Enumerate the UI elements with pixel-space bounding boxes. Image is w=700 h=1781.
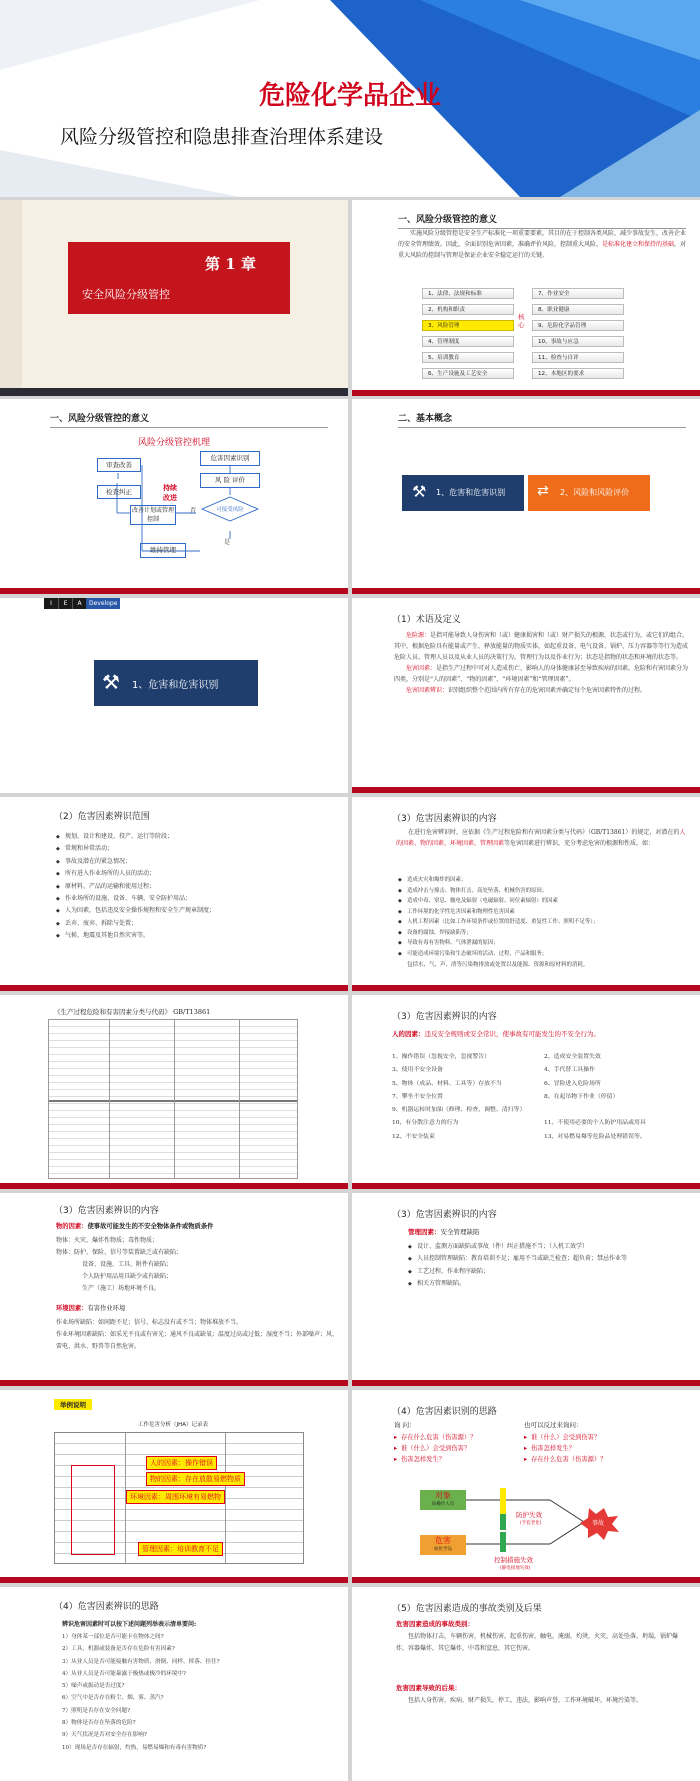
hazard-sub: 如化学品 [434,1547,452,1552]
slide-heading: 一、风险分级管控的意义 [398,212,686,229]
consequence-text: 包括人身伤害，疾病，财产损失，停工，违法，影响声誉，工作环境破坏，环境污染等。 [408,1697,643,1704]
management-lead [408,1227,480,1236]
definitions-body [394,630,690,696]
human-factor-item: 13、对易燃易爆等危险品处理错误等。 [544,1133,646,1140]
term-hazard-source: 危险源： [406,632,431,639]
core-label: 核心 [518,313,525,329]
env-line: 作业场所缺陷：如间距不足；信号、标志没有或不当；物体堆放不当。 [56,1319,243,1326]
standard-table-slide [0,995,348,1189]
content-item: ◆ 工作环境的化学性危害因素和物理性危害因素 [398,907,690,918]
question-checklist [62,1631,334,1754]
human-factor-right [544,1051,694,1144]
term-hazard-id: 危害因素辨识： [406,687,449,694]
standard-title: 《生产过程危险和有害因素分类与代码》 GB/T13861 [54,1008,211,1016]
scope-item: ◆ 人为因素，包括违反安全操作规程和安全生产规章制度； [56,905,336,917]
question-item: 7）照明是否存在安全问题? [62,1707,131,1714]
scope-item: ◆ 作业场所的设施、设备、车辆、安全防护用品； [56,893,336,905]
human-factor-item: 2、造成安全装置失效 [544,1054,601,1060]
meaning-paragraph [398,228,688,261]
arrow-icon: ▸ [394,1434,398,1441]
hazard-box [420,1535,466,1555]
slide-heading: （5）危害因素造成的事故类别及后果 [392,1604,542,1614]
scope-item: ◆ 所有进入作业场所的人员的活动； [56,868,336,880]
question-item: 3）从业人员是否可能接触有害物质、滑倒、同样、摔落、挂住? [62,1658,220,1665]
management-factor-slide [352,1193,700,1386]
table-column [239,1020,240,1178]
table-column [109,1020,110,1178]
tab-i[interactable]: I [44,598,58,609]
footer-bar [352,1577,700,1583]
arrow-icon: ▸ [394,1456,398,1463]
human-factor-lead [392,1029,600,1038]
question-item: 10）现场是否存在辐射，灼热，易燃易爆和有毒有害物质? [62,1744,207,1751]
barrier-label: 防护失效 [516,1511,542,1519]
chapter-banner [68,242,290,314]
intro-text: 在进行危害辨识时，应依据《生产过程危险和有害因素分类与代码》（GB/T13861）的规定，对潜在的 [408,829,680,836]
human-factor-item: 3、使用不安全设备 [392,1067,443,1074]
node-check: 检查纠正 [97,485,141,499]
footer-bar [0,985,348,991]
scope-item: ◆ 规划、设计和建设、投产、运行等阶段； [56,831,336,843]
element-item: 10、事故与应急 [532,336,624,347]
scope-item: ◆ 原材料、产品的运输和使用过程； [56,881,336,893]
object-lead [56,1221,213,1230]
chapter-footer [0,388,348,396]
arrow-icon: ▸ [524,1445,528,1452]
arrow-icon: ▸ [524,1434,528,1441]
question-item: 4）从业人员是否可能暴露于极热或极冷的环境中? [62,1670,187,1677]
definition: 是指生产过程中可对人造成伤亡、影响人的身体健康甚至导致疾病的因素。危险和有害因素分为四类，分别是“人的因素”、“物的因素”、“环境因素”和“管理因素”。 [394,665,689,683]
question-intro: 辨识危害因素时可以按下述问题列举表示清单要问: [62,1621,197,1628]
lead-text: 违反安全规则或安全常识，使事故有可能发生的不安全行为。 [424,1030,600,1038]
consequences-slide [352,1587,700,1781]
object-line: 物体：火灾、爆炸性物质；毒性物质； [56,1237,159,1244]
concept-button-risk[interactable] [528,475,650,511]
chapter-name: 安全风险分级管控 [82,288,170,301]
table-column [174,1020,175,1178]
standard-table-image [48,1019,298,1179]
scope-item: ◆ 事故及潜在的紧急情况； [56,856,336,868]
env-line: 作业环境因素缺陷：如采光不良或有害光；通风不良或缺氧；温度过高或过低；湿度不当；外部噪声；风、雷电、洪水、野兽等自然危害。 [56,1331,339,1350]
para-text-end: ，对重大风险的控制与管理是保证企业安全稳定运行的关键。 [398,241,687,259]
element-item: 3、风险管理 [422,320,514,331]
concept-button-hazard[interactable] [402,475,524,511]
content-item: ◆ 造成火灾和爆炸的因素； [398,875,690,886]
node-audit: 审查改善 [97,458,141,472]
definition: 是指可能导致人身伤害和（或）健康损害和（或）财产损失的根源，状态或行为，或它们的组合。其中，根据危险具有能量或产生、释放能量的物质实体，如起重设备、电气设备、锅炉、压力容器等等行为造成危险人员、管理人员以及从业人员的决策行为，管理行为以及作业行为；状态是指物的状态和环境的状态等。 [394,632,689,661]
tab-e[interactable]: E [58,598,72,609]
question-item: 8）物体是否存在坠落的危险? [62,1720,136,1727]
question: ▸ 存在什么危害（伤害源）？ [524,1456,607,1463]
env-text: 有害作业环境 [87,1305,126,1312]
object-line: 设备、设施、工具、附件有缺陷； [82,1261,173,1268]
hazard-title: 危害 [435,1536,451,1545]
content-item: ◆ 设备的腐蚀、焊接缺陷等； [398,928,690,939]
lead-text: 安全管理缺陷 [440,1228,480,1236]
element-item: 4、管理制度 [422,336,514,347]
cover-slide [0,0,700,197]
mechanism-slide [0,399,348,594]
label-yes: 是 [224,539,231,546]
scope-item: ◆ 气候、地震及其他自然灾害等。 [56,930,336,942]
human-factor-item: 6、冒险进入危险场所 [544,1080,601,1087]
object-box [420,1490,466,1510]
meaning-slide [352,200,700,396]
concept-label: 2、风险和风险评价 [560,488,630,497]
content-tail: 包括水、气、声、渣等污染物排放或处置以及能源、资源和原材料的消耗。 [407,962,589,968]
footer-bar [0,588,348,594]
management-item: ◆ 人员控制管理缺陷：教育培训不足；雇用不当或缺乏检查；超负荷；禁忌作业等 [408,1253,686,1265]
node-continuous: 持续改进 [163,484,177,502]
question: ▸ 伤害怎样发生？ [524,1445,576,1452]
element-item: 7、作业安全 [532,288,624,299]
human-factor-item: 10、有分散注意力的行为 [392,1120,459,1127]
footer-bar [352,787,700,793]
callout-env: 环境因素：周围环境有易燃物 [126,1490,225,1504]
element-item: 5、培训教育 [422,352,514,363]
barrier-sub: (手套老化) [520,1521,542,1526]
lead-text: 使事故可能发生的不安全物体条件或物质条件 [87,1223,214,1230]
node-maintain: 维持管理 [140,543,186,558]
node-acceptable: 可接受风险 [216,507,244,513]
content-list [398,875,690,959]
slide-heading: （3）危害因素辨识的内容 [392,1210,497,1220]
question: ▸ 谁（什么）会受到伤害？ [524,1434,601,1441]
chapter-slide [0,200,348,396]
element-item: 11、检查与自评 [532,352,624,363]
swap-icon: ⇄ [537,483,549,499]
human-factor-item: 9、机器运转时加油（修理、检查、调整、清扫等） [392,1107,526,1114]
object-line: 个人防护用品用具缺少或有缺陷； [82,1273,173,1280]
object-sub: 如操作人员 [431,1502,455,1507]
definition: 识别组织整个范围内所有存在的危害因素并确定每个危害因素特性的过程。 [448,687,647,694]
slide-heading: （3）危害因素辨识的内容 [54,1206,159,1216]
slide-heading: （3）危害因素辨识的内容 [392,814,497,824]
scope-item: ◆ 常规和异常活动； [56,843,336,855]
management-item: ◆ 相关方管理缺陷。 [408,1278,686,1290]
human-factor-item: 5、物体（成品、材料、工具等）存放不当 [392,1080,502,1087]
footer-bar [352,588,700,594]
slide-heading: （4）危害因素辨识的思路 [54,1602,159,1612]
callout-mgmt: 管理因素：培训教育不足 [138,1542,223,1556]
concept-label: 1、危害和危害识别 [436,488,506,497]
footer-bar [352,1380,700,1386]
example-tag: 举例说明 [54,1399,92,1410]
scope-list [56,831,336,943]
node-risk-eval: 风 险 评价 [200,473,260,488]
category-text: 包括物体打击，车辆伤害，机械伤害，起重伤害，触电，淹溺，灼烫，火灾，高处坠落，坍塌，锅炉爆炸，容器爆炸，其它爆炸，中毒和窒息，其它伤害。 [396,1633,679,1652]
tool-icon: ⚒ [102,670,120,694]
object-lines [56,1235,338,1295]
object-factor-slide [0,1193,348,1386]
thinking-slide-1 [352,1390,700,1583]
accident-label: 事故 [592,1520,605,1527]
section-banner [94,660,258,706]
question-item: 9）天气状况是否对安全存在影响? [62,1732,147,1739]
arrow-icon: ▸ [394,1445,398,1452]
management-item: ◆ 设计、监测方面缺陷或事故（件）纠正措施不当；（人机工效学） [408,1241,686,1253]
content-item: ◆ 造成中毒、窒息、触电及辐射（电磁辐射、同位素辐射）的因素 [398,896,690,907]
object-title: 对象 [435,1491,451,1500]
human-factor-item [544,1104,694,1117]
mechanism-title: 风险分级管控机理 [138,438,211,448]
slide-heading: （2）危害因素辨识范围 [54,812,150,822]
question-item: 5）噪声或振动是否过度? [62,1683,125,1690]
hazard-section-slide [0,598,348,793]
ask-label: 询 问： [394,1421,416,1429]
object-line: 生产（施工）场地环境不良。 [82,1285,161,1292]
question-item: 2）工具、机器或装备是否存在危险有害因素? [62,1646,175,1653]
lead-label: 物的因素： [56,1223,88,1230]
slide-heading: （4）危害因素识别的思路 [392,1407,497,1417]
chapter-number: 第 1 章 [205,255,256,273]
cover-subtitle: 风险分级管控和隐患排查治理体系建设 [60,126,384,148]
element-list-right [532,288,624,384]
tab-develope[interactable]: Develope [86,598,120,609]
tab-a[interactable]: A [72,598,86,609]
footer-bar [352,390,700,396]
node-hazard-id: 危害因素识别 [200,451,260,466]
question: ▸ 存在什么危害（伤害源）？ [394,1434,477,1441]
footer-bar [0,1380,348,1386]
element-item: 1、法律、法规和标准 [422,288,514,299]
jha-title: 工作危害分析（JHA）记录表 [138,1422,209,1428]
content-intro [396,827,688,849]
consequence-heading: 危害因素导致的后果： [396,1684,461,1692]
footer-bar [0,1183,348,1189]
human-factor-item: 8、在起吊物下作业（停留） [544,1093,619,1100]
category-heading: 危害因素造成的事故类别： [396,1620,474,1628]
element-item: 12、本地区的要求 [532,368,624,379]
table-divider [49,1100,297,1102]
intro-text-end: 等危害因素进行辨识，充分考虑危害的根源和性质。如： [504,840,655,847]
human-factor-item: 12、不安全装束 [392,1133,435,1140]
footer-bar [352,985,700,991]
intro-highlight: 人的因素、物的因素、环境因素、管理因素 [396,829,686,847]
tool-icon: ⚒ [412,482,427,501]
para-text: 实施风险分级管控是安全生产标准化一项重要要素，其目的在于控制各类风险，减少事故发生，改善企业的安全管理绩效。因此，全面识别危害因素，准确评价风险，控制重大风险， [398,230,687,248]
term-hazard-factor: 危害因素： [406,665,437,672]
human-factor-item: 4、手代替工具操作 [544,1067,595,1074]
tab-strip [44,598,120,609]
question-item: 1）身体某一部位是否可能卡在物体之间? [62,1634,164,1640]
element-item: 8、职业健康 [532,304,624,315]
highlight-box [71,1465,115,1555]
content-slide-1 [352,797,700,991]
thinking-slide-2 [0,1587,348,1781]
slide-heading: 二、基本概念 [398,411,686,428]
content-item: ◆ 导致有毒有害物料、气体泄漏的原因； [398,938,690,949]
label-no: 否 [190,507,197,514]
cover-title: 危险化学品企业 [258,81,441,111]
footer-bar [0,1577,348,1583]
management-list [408,1241,686,1291]
concepts-slide [352,399,700,594]
env-label: 环境因素： [56,1305,88,1312]
scope-item: ◆ 丢弃、废弃、拆除与处置； [56,918,336,930]
element-item: 9、危险化学品管理 [532,320,624,331]
arrow-icon: ▸ [524,1456,528,1463]
human-factor-item: 1、操作错误（忽视安全，忽视警告） [392,1054,490,1060]
callout-object: 物的因素：存在放散易燃物质 [146,1472,245,1486]
element-item: 6、生产设施及工艺安全 [422,368,514,379]
table-column [225,1433,226,1563]
node-plan: 改善计划或管理控制 [131,507,174,523]
chapter-gray-strip [0,200,22,396]
lead-label: 人的因素： [392,1030,425,1038]
ask-label-reverse: 也可以反过来询问： [524,1421,583,1429]
fail-sub: (静电接地失效) [500,1566,531,1571]
human-factor-item: 11、不使用必要的个人防护用品或用具 [544,1120,646,1127]
banner-label: 1、危害和危害识别 [132,680,219,691]
fail-label: 控制措施失效 [494,1556,533,1564]
definitions-slide [352,598,700,793]
human-factor-item: 7、攀坐不安全位置 [392,1093,443,1100]
content-item: ◆ 人机工程因素（比如工作环境条件或位置的舒适度、重复性工作、照明不足等）； [398,917,690,928]
management-item: ◆ 工艺过程、作业程序缺陷； [408,1266,686,1278]
content-item: ◆ 造成冲击与撞击、物体打击、高处坠落、机械伤害的原因； [398,886,690,897]
scope-slide [0,797,348,991]
env-lines [56,1317,338,1353]
slide-heading: 一、风险分级管控的意义 [50,411,328,428]
para-highlight: 是标准化建立和保持的基础 [602,241,675,248]
object-line: 物体：防护、保险、信号等装置缺乏或有缺陷； [56,1249,183,1256]
human-factor-slide [352,995,700,1189]
element-list-left [422,288,514,384]
question: ▸ 谁（什么）会受到伤害？ [394,1445,471,1452]
content-item: ◆ 可能造成环境污染和生态破坏的活动、过程、产品和服务； [398,949,690,960]
lead-label: 管理因素： [408,1228,441,1236]
human-factor-left [392,1051,537,1144]
footer-bar [352,1183,700,1189]
slide-heading: （1）术语及定义 [392,615,461,625]
question: ▸ 伤害怎样发生？ [394,1456,446,1463]
example-slide [0,1390,348,1583]
env-lead [56,1303,125,1312]
callout-human: 人的因素：操作错误 [146,1456,217,1470]
question-item: 6）空气中是否存在粉尘、烟、雾、蒸汽? [62,1695,164,1702]
element-item: 2、机构和职责 [422,304,514,315]
slide-heading: （3）危害因素辨识的内容 [392,1012,497,1022]
